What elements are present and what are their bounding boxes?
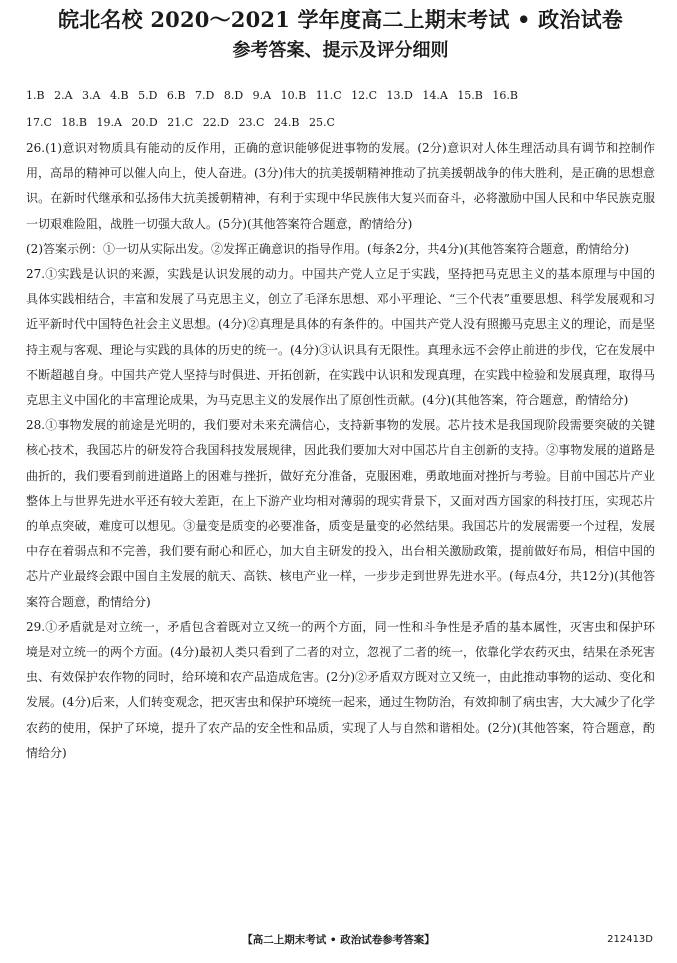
choice-answer: 15.B	[457, 89, 483, 102]
choice-answer: 25.C	[309, 116, 335, 129]
q26-part1: 26.(1)意识对物质具有能动的反作用，正确的意识能够促进事物的发展。(2分)意识对人体生理活动具有调节和控制作用，高昂的精神可以催人向上，使人奋进。(3分)伟大的抗美援朝精神推动了抗美援朝战争的伟大胜利，是正确的思想意识。在新时代继承和弘扬伟大抗美援朝精神，有利于实现中华民族伟大复兴而奋斗，必将激励中国人民和中华民族克服一切艰难险阻，战胜一切强大敌人。(5分)(其他答案符合题意，酌情给分)	[26, 141, 656, 231]
choice-answer: 8.D	[223, 89, 244, 102]
document-subtitle: 参考答案、提示及评分细则	[232, 40, 449, 61]
question-29-answer	[26, 615, 655, 766]
choice-answer: 10.B	[280, 89, 307, 102]
choice-answer: 3.A	[82, 89, 101, 102]
answers-row-1	[26, 82, 655, 109]
choice-answer: 14.A	[422, 89, 448, 102]
choice-answer: 21.C	[167, 116, 194, 129]
q28-text: 28.①事物发展的前途是光明的，我们要对未来充满信心，支持新事物的发展。芯片技术是我国现阶段需要突破的关键核心技术，我国芯片的研发符合我国科技发展规律，因此我们要加大对中国芯片自主创新的支持。②事物发展的道路是曲折的，我们要看到前进道路上的困难与挫折，做好充分准备，克服困难，勇敢地面对挫折与考验。目前中国芯片产业整体上与世界先进水平还有较大差距，在上下游产业均相对薄弱的现实背景下，又面对西方国家的科技打压，实现芯片的单点突破，难度可以想见。③量变是质变的必要准备，质变是量变的必然结果。我国芯片的发展需要一个过程，发展中存在着弱点和不完善，我们要有耐心和匠心，加大自主研发的投入，出台相关激励政策，提前做好布局，相信中国的芯片产业最终会跟中国自主发展的航天、高铁、核电产业一样，一步步走到世界先进水平。(每点4分，共12分)(其他答案符合题意，酌情给分)	[26, 418, 655, 609]
choice-answer: 22.D	[202, 116, 230, 129]
question-28-answer	[26, 413, 655, 615]
answers-row-2	[26, 109, 655, 136]
question-26-answer	[26, 136, 655, 262]
choice-answer: 9.A	[252, 89, 272, 102]
choice-answer: 24.B	[273, 116, 300, 129]
footer-label: 【高二上期末考试 • 政治试卷参考答案】	[242, 934, 435, 946]
choice-answer: 23.C	[238, 116, 265, 129]
choice-answer: 5.D	[138, 89, 158, 102]
q27-text: 27.①实践是认识的来源，实践是认识发展的动力。中国共产党人立足于实践，坚持把马克思主义的基本原理与中国的具体实践相结合，丰富和发展了马克思主义，创立了毛泽东思想、邓小平理论、“三个代表”重要思想、科学发展观和习近平新时代中国特色社会主义思想。(4分)②真理是具体的有条件的。中国共产党人没有照搬马克思主义的理论，而是坚持主观与客观、理论与实践的具体的历史的统一。(4分)③认识具有无限性。真理永远不会停止前进的步伐，它在发展中不断超越自身。中国共产党人坚持与时俱进、开拓创新，在实践中认识和发现真理，在实践中检验和发展真理，取得马克思主义中国化的丰富理论成果，为马克思主义的发展作出了原创性贡献。(4分)(其他答案，符合题意，酌情给分)	[26, 267, 656, 408]
page-footer	[0, 930, 677, 950]
choice-answer: 17.C	[26, 116, 52, 129]
choice-answer: 19.A	[96, 116, 122, 129]
document-title: 皖北名校 2020～2021 学年度高二上期末考试 • 政治试卷	[58, 7, 623, 32]
choice-answer: 11.C	[315, 89, 342, 102]
q29-text: 29.①矛盾就是对立统一，矛盾包含着既对立又统一的两个方面，同一性和斗争性是矛盾的基本属性，灭害虫和保护环境是对立统一的两个方面。(4分)最初人类只看到了二者的对立，忽视了二者的统一，依靠化学农药灭虫，结果在杀死害虫、有效保护农作物的同时，给环境和农产品造成危害。(2分)②矛盾双方既对立又统一，由此推动事物的运动、变化和发展。(4分)后来，人们转变观念，把灭害虫和保护环境统一起来，通过生物防治，有效抑制了病虫害，大大减少了化学农药的使用，保护了环境，提升了农产品的安全性和品质，实现了人与自然和谐相处。(2分)(其他答案，符合题意，酌情给分)	[26, 619, 656, 760]
choice-answer: 20.D	[131, 116, 158, 129]
choice-answer: 4.B	[110, 89, 129, 102]
choice-answer: 16.B	[492, 89, 518, 102]
q26-part2: (2)答案示例：①一切从实际出发。②发挥正确意识的指导作用。(每条2分，共4分)(其他答案符合题意，酌情给分)	[26, 241, 629, 256]
choice-answer: 7.D	[195, 89, 215, 102]
multiple-choice-answers	[26, 82, 655, 136]
choice-answer: 13.D	[386, 89, 413, 102]
choice-answer: 6.B	[166, 89, 186, 102]
choice-answer: 12.C	[351, 89, 378, 102]
document-code: 212413D	[607, 934, 653, 945]
choice-answer: 2.A	[54, 89, 73, 102]
question-27-answer	[26, 262, 655, 413]
choice-answer: 1.B	[26, 89, 45, 102]
choice-answer: 18.B	[61, 116, 87, 129]
